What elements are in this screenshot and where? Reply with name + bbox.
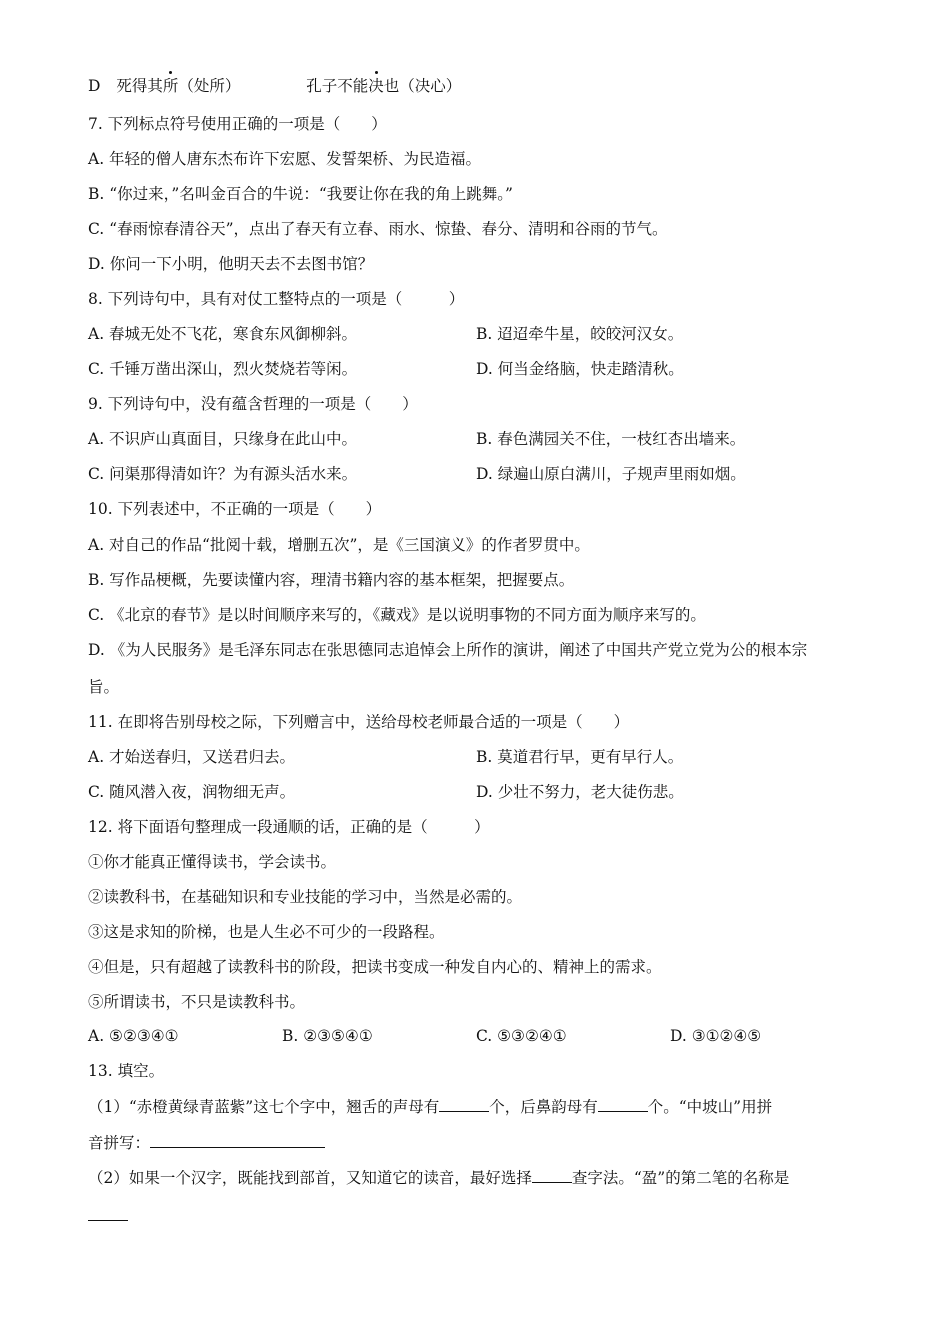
q13-part1-text: 个，后鼻韵母有 — [489, 1098, 598, 1116]
q8-stem: 8. 下列诗句中，具有对仗工整特点的一项是（ ） — [88, 290, 465, 308]
q11-option-a: A. 才始送春归，又送君归去。 — [88, 748, 296, 766]
answer-blank — [88, 1206, 128, 1221]
answer-blank — [532, 1168, 572, 1183]
q11-option-c: C. 随风潜入夜，润物细无声。 — [88, 783, 296, 801]
q13-part1-text: 音拼写： — [88, 1134, 151, 1152]
q7-option-c: C. “春雨惊春清谷天”，点出了春天有立春、雨水、惊蛰、春分、清明和谷雨的节气。 — [88, 220, 668, 238]
gloss: 也（决心） — [383, 77, 462, 95]
q11-option-b: B. 莫道君行早，更有早行人。 — [476, 748, 684, 766]
q9-option-d: D. 绿遍山原白满川，子规声里雨如烟。 — [476, 465, 746, 483]
q12-sentence-5: ⑤所谓读书，不只是读教科书。 — [88, 993, 306, 1011]
q13-part1-text: （1）“赤橙黄绿青蓝紫”这七个字中，翘舌的声母有 — [88, 1098, 440, 1116]
q12-option-b: B. ②③⑤④① — [282, 1027, 373, 1045]
dotted-char: 所 — [162, 77, 179, 95]
answer-blank — [150, 1133, 325, 1148]
q7-stem: 7. 下列标点符号使用正确的一项是（ ） — [88, 115, 387, 133]
dotted-char: 决 — [368, 77, 384, 95]
q8-option-b: B. 迢迢牵牛星，皎皎河汉女。 — [476, 325, 684, 343]
q13-part1 — [88, 1097, 772, 1117]
gloss: （处所） — [178, 77, 241, 95]
q13-part1-text: 个。“中坡山”用拼 — [647, 1098, 773, 1116]
q12-option-c: C. ⑤③②④① — [476, 1027, 567, 1045]
q9-option-b: B. 春色满园关不住，一枝红杏出墙来。 — [476, 430, 746, 448]
answer-blank — [439, 1097, 489, 1112]
q12-sentence-4: ④但是，只有超越了读教科书的阶段，把读书变成一种发自内心的、精神上的需求。 — [88, 958, 662, 976]
q7-option-a: A. 年轻的僧人唐东杰布许下宏愿、发誓架桥、为民造福。 — [88, 150, 482, 168]
q12-sentence-3: ③这是求知的阶梯，也是人生必不可少的一段路程。 — [88, 923, 445, 941]
q10-option-b: B. 写作品梗概，先要读懂内容，理清书籍内容的基本框架，把握要点。 — [88, 571, 575, 589]
q12-option-d: D. ③①②④⑤ — [670, 1027, 762, 1045]
q12-option-a: A. ⑤②③④① — [88, 1027, 179, 1045]
q9-option-a: A. 不识庐山真面目，只缘身在此山中。 — [88, 430, 358, 448]
q13-part2 — [88, 1168, 789, 1188]
answer-blank — [598, 1097, 648, 1112]
q7-option-d: D. 你问一下小明，他明天去不去图书馆？ — [88, 255, 374, 273]
q12-sentence-1: ①你才能真正懂得读书，学会读书。 — [88, 853, 337, 871]
q12-stem: 12. 将下面语句整理成一段通顺的话，正确的是（ ） — [88, 818, 490, 836]
q9-stem: 9. 下列诗句中，没有蕴含哲理的一项是（ ） — [88, 395, 418, 413]
option-label: D — [88, 77, 101, 95]
q11-option-d: D. 少壮不努力，老大徒伤悲。 — [476, 783, 684, 801]
q11-stem: 11. 在即将告别母校之际，下列赠言中，送给母校老师最合适的一项是（ ） — [88, 713, 630, 731]
q13-part2-text: （2）如果一个汉字，既能找到部首，又知道它的读音，最好选择 — [88, 1169, 532, 1187]
q13-part2-text: 查字法。“盈”的第二笔的名称是 — [571, 1169, 790, 1187]
q10-option-a: A. 对自己的作品“批阅十载，增删五次”，是《三国演义》的作者罗贯中。 — [88, 536, 590, 554]
q8-option-c: C. 千锤万凿出深山，烈火焚烧若等闲。 — [88, 360, 358, 378]
q13-part1-cont — [88, 1133, 325, 1153]
q13-stem: 13. 填空。 — [88, 1062, 165, 1080]
q10-option-c: C. 《北京的春节》是以时间顺序来写的，《藏戏》是以说明事物的不同方面为顺序来写的。 — [88, 606, 706, 624]
q9-option-c: C. 问渠那得清如许？为有源头活水来。 — [88, 465, 358, 483]
q6-option-d — [88, 76, 461, 96]
q7-option-b: B. “你过来，”名叫金百合的牛说：“我要让你在我的角上跳舞。” — [88, 185, 513, 203]
word-part: 孔子不能 — [306, 77, 369, 95]
q10-option-d-cont: 旨。 — [88, 678, 120, 696]
q13-part2-cont — [88, 1206, 128, 1226]
q8-option-a: A. 春城无处不飞花，寒食东风御柳斜。 — [88, 325, 358, 343]
q10-option-d: D. 《为人民服务》是毛泽东同志在张思德同志追悼会上所作的演讲，阐述了中国共产党立党为公的根本宗 — [88, 641, 808, 659]
word-part: 死得其 — [116, 77, 163, 95]
q8-option-d: D. 何当金络脑，快走踏清秋。 — [476, 360, 684, 378]
q12-sentence-2: ②读教科书，在基础知识和专业技能的学习中，当然是必需的。 — [88, 888, 523, 906]
q10-stem: 10. 下列表述中，不正确的一项是（ ） — [88, 500, 382, 518]
